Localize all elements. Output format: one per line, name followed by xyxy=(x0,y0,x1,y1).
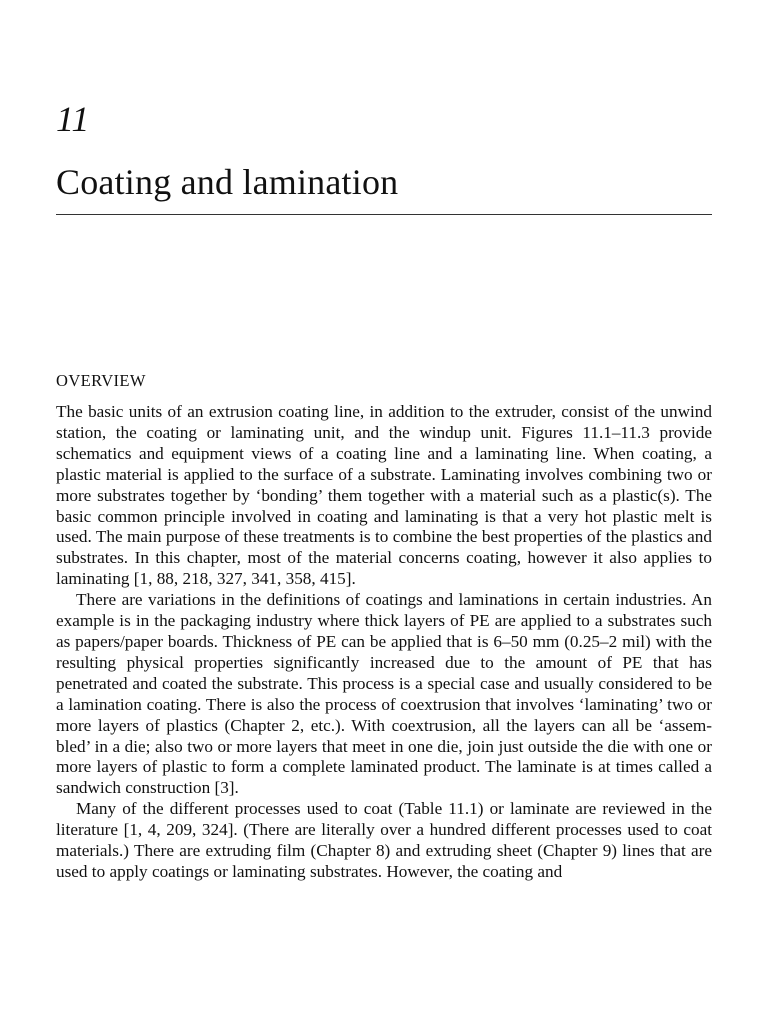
paragraph: There are variations in the definitions of coatings and laminations in certain industries. An example is in the packaging industry where thick layers of PE are applied to a substrates such as papers/paper boards. Thickness of PE can be applied that is 6–50 mm (0.25–2 mil) with the resulting physical properties significantly increased due to the amount of PE that has penetrated and coated the substrate. This process is a special case and usually considered to be a lamination coating. There is also the process of coextrusion that involves ‘laminating’ two or more layers of plastics (Chapter 2, etc.). With coextrusion, all the layers can all be ‘assem-bled’ in a die; also two or more layers that meet in one die, join just outside the die with one or more layers of plastic to form a complete laminated product. The laminate is at times called a sandwich construction [3]. xyxy=(56,590,712,798)
paragraph: The basic units of an extrusion coating line, in addition to the extruder, consist of the unwind station, the coating or laminating unit, and the windup unit. Figures 11.1–11.3 provide schematics and equipment views of a coating line and a laminating line. When coating, a plastic material is applied to the surface of a substrate. Laminating involves combining two or more substrates together by ‘bonding’ them together with a material such as a plastic(s). The basic common principle involved in coating and laminating is that a very hot plastic melt is used. The main purpose of these treatments is to combine the best properties of the plastics and substrates. In this chapter, most of the material concerns coating, however it also applies to laminating [1, 88, 218, 327, 341, 358, 415]. xyxy=(56,402,712,589)
chapter-number: 11 xyxy=(56,99,90,139)
paragraph: Many of the different processes used to coat (Table 11.1) or laminate are reviewed in the literature [1, 4, 209, 324]. (There are literally over a hundred different processes used to coat materials.) There are extruding film (Chapter 8) and extruding sheet (Chapter 9) lines that are used to apply coatings or laminating substrates. However, the coating and xyxy=(56,799,712,881)
section-heading: OVERVIEW xyxy=(56,371,146,390)
title-divider xyxy=(56,214,712,215)
body-text xyxy=(56,402,712,883)
chapter-title: Coating and lamination xyxy=(56,162,399,202)
